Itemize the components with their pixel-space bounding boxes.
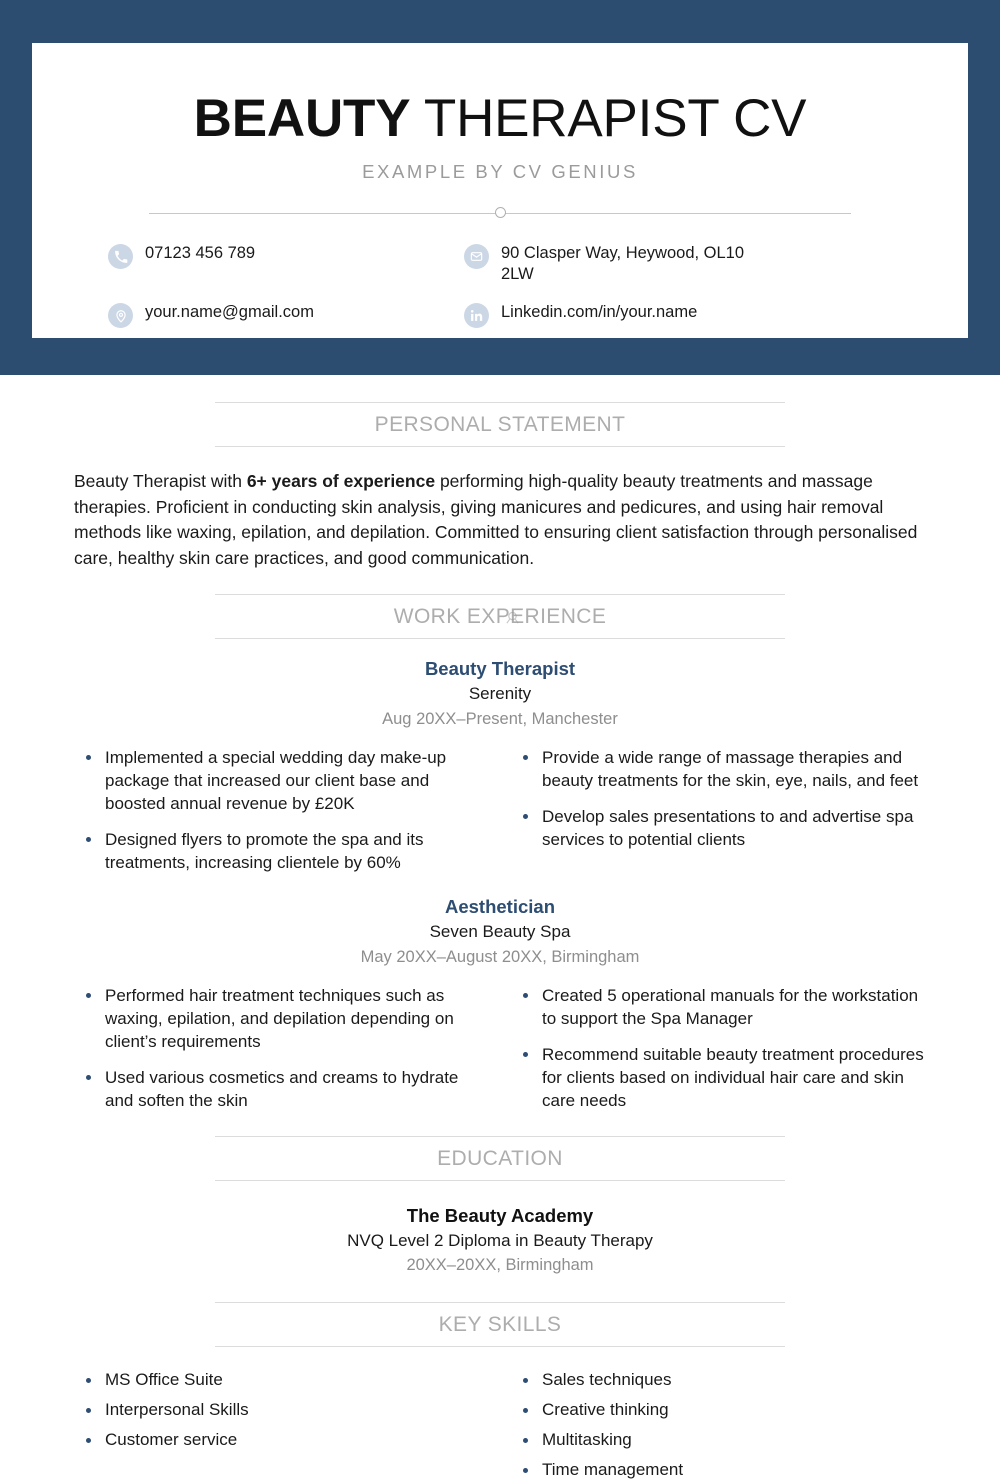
section-header-personal-statement xyxy=(215,402,785,447)
list-item: Used various cosmetics and creams to hydrate and soften the skin xyxy=(74,1066,489,1112)
page-title-bold: BEAUTY xyxy=(193,89,411,148)
job-title: Aesthetician xyxy=(444,896,555,917)
page-title-regular: THERAPIST CV xyxy=(410,89,807,148)
list-item: Provide a wide range of massage therapies and beauty treatments for the skin, eye, nails, and feet xyxy=(511,746,926,792)
envelope-icon xyxy=(464,244,489,269)
contact-linkedin-text: Linkedin.com/in/your.name xyxy=(501,303,698,321)
divider-circle-ornament xyxy=(495,207,506,218)
resume-body xyxy=(0,402,1000,1481)
section-header-key-skills xyxy=(215,1302,785,1347)
education-degree: NVQ Level 2 Diploma in Beauty Therapy xyxy=(347,1231,653,1250)
contact-address-text: 90 Clasper Way, Heywood, OL10 2LW xyxy=(501,244,745,283)
page-subtitle: EXAMPLE BY CV GENIUS xyxy=(362,161,638,182)
section-work-experience xyxy=(74,594,926,1112)
list-item: Time management xyxy=(511,1459,926,1481)
page-title xyxy=(80,89,920,149)
skills-left-column xyxy=(74,1369,489,1481)
location-pin-icon xyxy=(108,303,133,328)
list-item: Performed hair treatment techniques such as waxing, epilation, and depilation depending on client’s requirements xyxy=(74,984,489,1053)
job-bullet-columns xyxy=(74,984,926,1112)
statement-bold-highlight: 6+ years of experience xyxy=(246,471,436,491)
contact-item-phone[interactable] xyxy=(108,243,464,285)
contact-item-address[interactable] xyxy=(464,243,920,285)
contact-grid xyxy=(80,243,920,328)
skills-right-column xyxy=(511,1369,926,1481)
list-item: Customer service xyxy=(74,1429,489,1451)
contact-email-text: your.name@gmail.com xyxy=(145,303,314,321)
list-item: Develop sales presentations to and advertise spa services to potential clients xyxy=(511,805,926,851)
job-bullets-left xyxy=(74,746,489,874)
list-item: Sales techniques xyxy=(511,1369,926,1391)
list-item: Multitasking xyxy=(511,1429,926,1451)
statement-part-2: performing high-quality beauty treatments and massage therapies. Proficient in conducting skin analysis, giving manicures and pedicures, and using hair removal methods like waxing, epilation, and depilation. Committed to ensuring client satisfaction through personalised care, healthy skin care practices, and good communication. xyxy=(74,471,918,568)
overlay-artifact-icon xyxy=(504,609,521,626)
section-personal-statement xyxy=(74,402,926,571)
job-dates-location: May 20XX–August 20XX, Birmingham xyxy=(360,948,640,966)
section-heading-label: PERSONAL STATEMENT xyxy=(374,413,626,436)
header-divider xyxy=(149,207,851,219)
list-item: Creative thinking xyxy=(511,1399,926,1421)
section-header-work-experience xyxy=(215,594,785,639)
statement-part-1: Beauty Therapist with xyxy=(74,471,247,491)
list-item: Designed flyers to promote the spa and its treatments, increasing clientele by 60% xyxy=(74,828,489,874)
list-item: MS Office Suite xyxy=(74,1369,489,1391)
job-entry xyxy=(74,895,926,1112)
section-heading-label: KEY SKILLS xyxy=(438,1313,562,1336)
list-item: Created 5 operational manuals for the workstation to support the Spa Manager xyxy=(511,984,926,1030)
section-header-education xyxy=(215,1136,785,1181)
contact-item-linkedin[interactable] xyxy=(464,302,920,328)
list-item: Recommend suitable beauty treatment procedures for clients based on individual hair care and skin care needs xyxy=(511,1043,926,1112)
section-education xyxy=(74,1136,926,1278)
job-company: Serenity xyxy=(468,684,532,703)
job-bullets-right xyxy=(511,984,926,1112)
job-company: Seven Beauty Spa xyxy=(429,922,571,941)
education-dates-location: 20XX–20XX, Birmingham xyxy=(406,1256,594,1274)
job-dates-location: Aug 20XX–Present, Manchester xyxy=(382,710,618,728)
contact-item-email[interactable] xyxy=(108,302,464,328)
contact-phone-text: 07123 456 789 xyxy=(145,244,256,262)
section-key-skills xyxy=(74,1302,926,1481)
skills-columns xyxy=(74,1369,926,1481)
education-entry xyxy=(74,1203,926,1278)
job-bullets-left xyxy=(74,984,489,1112)
list-item: Implemented a special wedding day make-up package that increased our client base and boosted annual revenue by £20K xyxy=(74,746,489,815)
header-card xyxy=(32,43,968,338)
header-band xyxy=(0,0,1000,375)
list-item: Interpersonal Skills xyxy=(74,1399,489,1421)
education-school: The Beauty Academy xyxy=(406,1205,594,1226)
personal-statement-text xyxy=(74,469,926,571)
job-bullet-columns xyxy=(74,746,926,874)
linkedin-icon xyxy=(464,303,489,328)
job-entry xyxy=(74,657,926,874)
job-title: Beauty Therapist xyxy=(424,658,576,679)
job-bullets-right xyxy=(511,746,926,874)
phone-icon xyxy=(108,244,133,269)
section-heading-label: EDUCATION xyxy=(437,1147,563,1170)
section-heading-label: WORK EXPERIENCE xyxy=(393,605,607,628)
